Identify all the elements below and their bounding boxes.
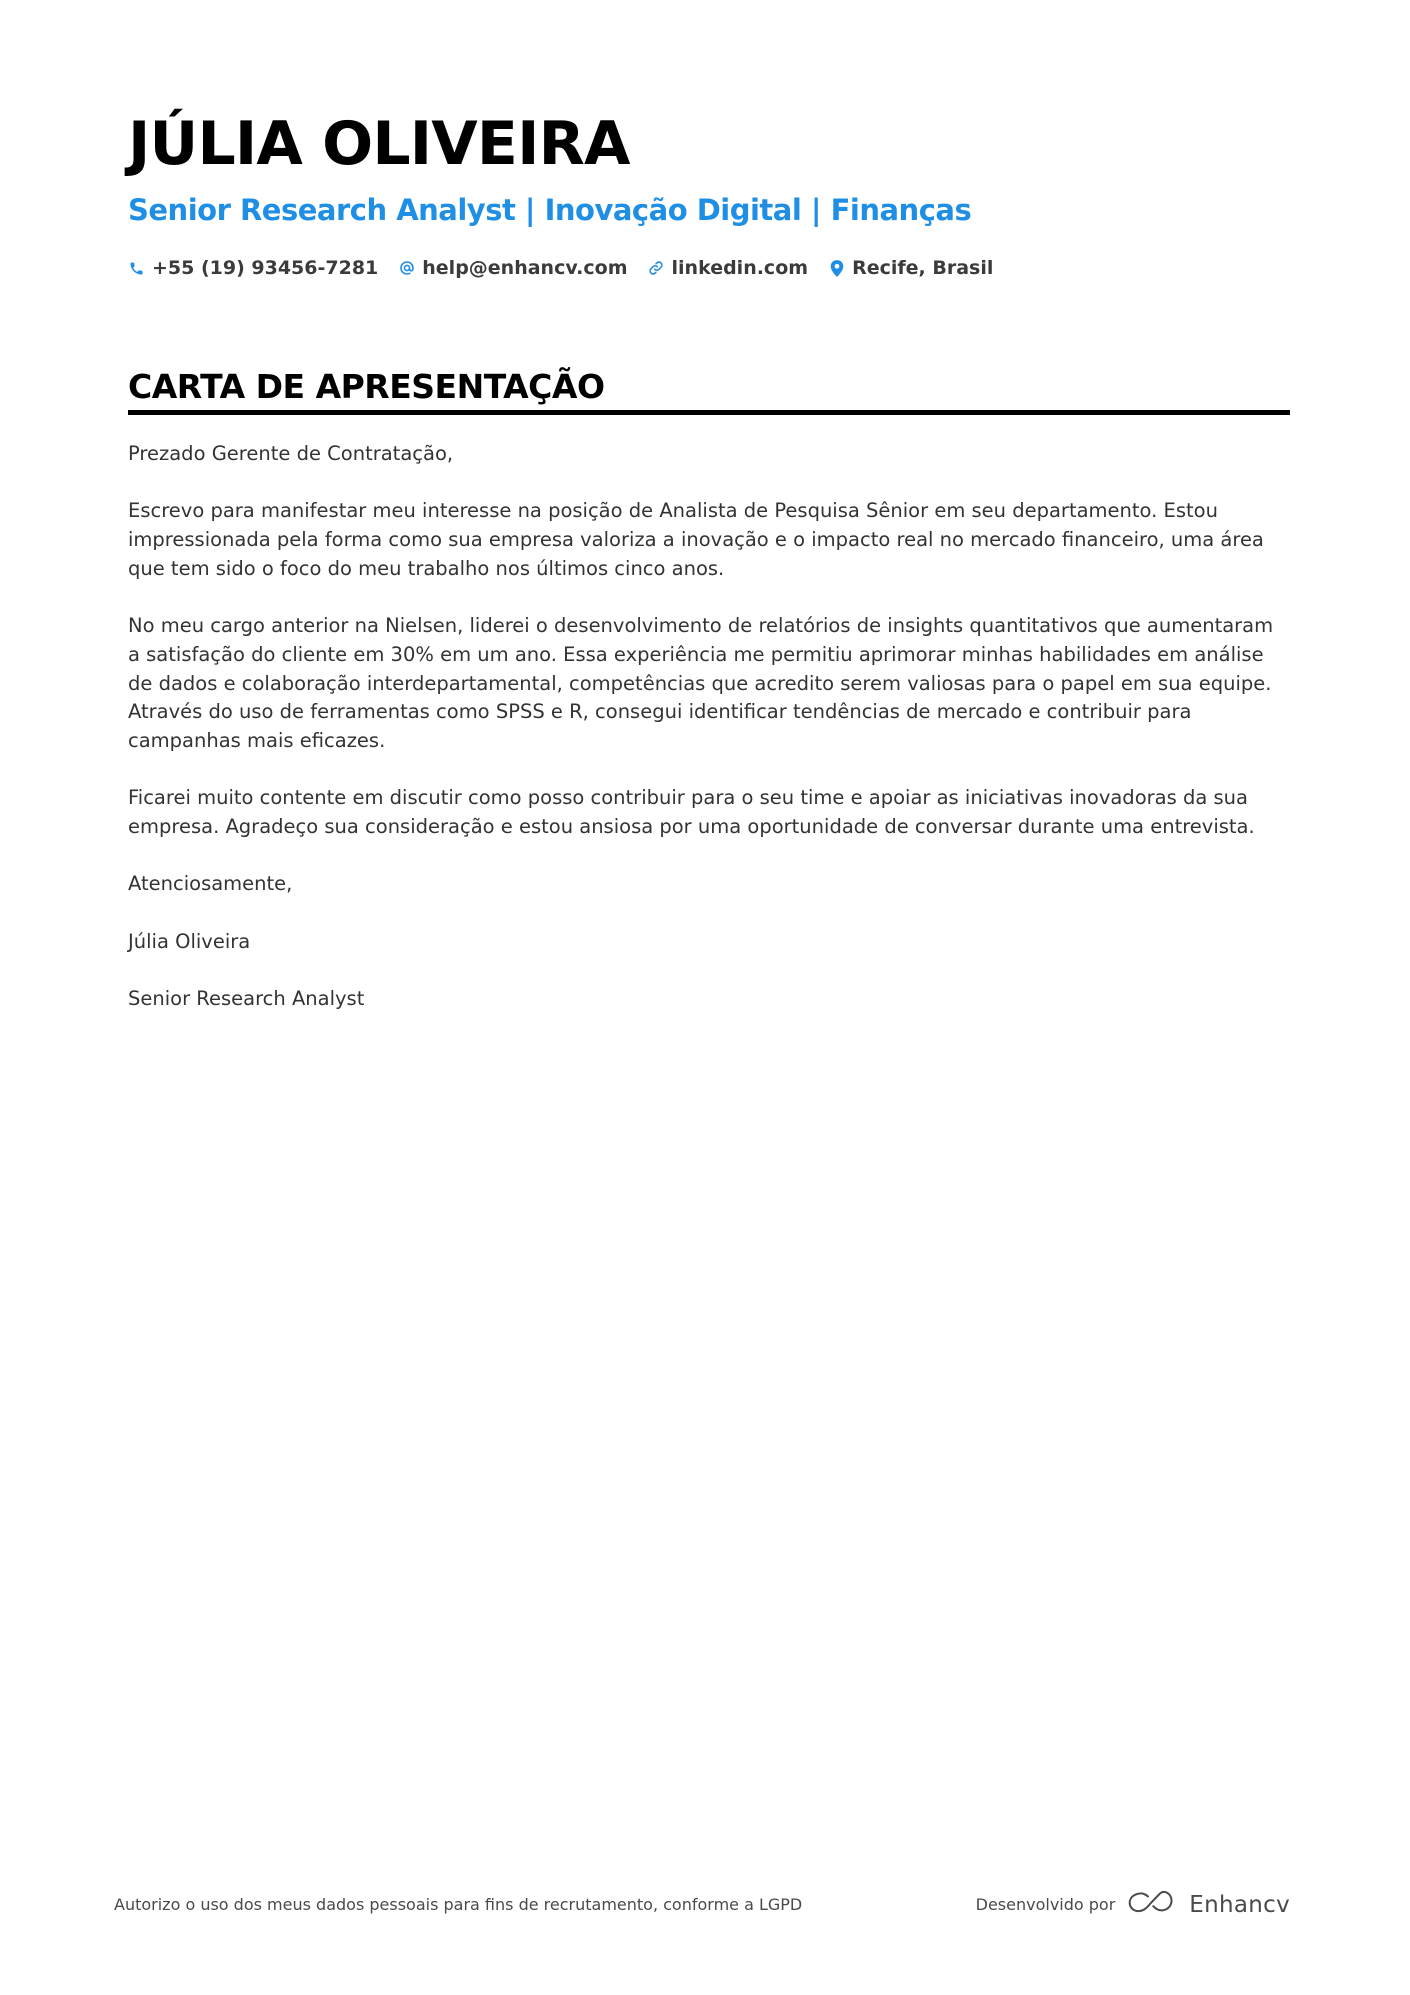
section-title: CARTA DE APRESENTAÇÃO	[128, 367, 605, 406]
enhancv-brand[interactable]	[1127, 1890, 1290, 1919]
candidate-headline: Senior Research Analyst | Inovação Digital | Finanças	[128, 193, 972, 227]
contact-location-text: Recife, Brasil	[852, 257, 994, 279]
contact-linkedin[interactable]	[648, 254, 809, 282]
phone-icon	[128, 260, 145, 277]
letter-closing: Atenciosamente,	[128, 872, 293, 896]
privacy-consent-note: Autorizo o uso dos meus dados pessoais para fins de recrutamento, conforme a LGPD	[114, 1895, 803, 1914]
enhancv-wordmark: Enhancv	[1189, 1891, 1290, 1918]
letter-salutation: Prezado Gerente de Contratação,	[128, 442, 454, 465]
enhancv-logo-icon	[1127, 1890, 1175, 1919]
location-icon	[828, 260, 845, 277]
contact-email[interactable]	[398, 254, 627, 282]
contact-phone-text: +55 (19) 93456-7281	[152, 257, 379, 279]
contact-phone	[128, 254, 378, 282]
letter-paragraph: Escrevo para manifestar meu interesse na posição de Analista de Pesquisa Sênior em seu departamento. Estou impressionada pela forma como sua empresa valoriza a inovação e o impacto real no mercado financeiro, uma área que tem sido o foco do meu trabalho nos últimos cinco anos.	[128, 499, 1264, 580]
powered-by-label: Desenvolvido por	[975, 1894, 1116, 1914]
signature-title: Senior Research Analyst	[128, 987, 365, 1011]
signature-name: Júlia Oliveira	[128, 929, 251, 953]
powered-by	[976, 1890, 1290, 1919]
contact-email-text[interactable]: help@enhancv.com	[422, 257, 628, 279]
link-icon	[648, 260, 665, 277]
letter-paragraph: No meu cargo anterior na Nielsen, liderei o desenvolvimento de relatórios de insights quantitativos que aumentaram a satisfação do cliente em 30% em um ano. Essa experiência me permitiu aprimorar minhas habilidades em análise de dados e colaboração interdepartamental, competências que acredito serem valiosas para o papel em sua equipe. Através do uso de ferramentas como SPSS e R, consegui identificar tendências de mercado e contribuir para campanhas mais eficazes.	[128, 614, 1274, 752]
contact-location	[828, 254, 993, 282]
contact-info	[128, 254, 993, 282]
letter-paragraph: Ficarei muito contente em discutir como posso contribuir para o seu time e apoiar as iniciativas inovadoras da sua empresa. Agradeço sua consideração e estou ansiosa por uma oportunidade de conversar durante uma entrevista.	[128, 786, 1255, 839]
letter-body	[128, 440, 1290, 1043]
contact-linkedin-text[interactable]: linkedin.com	[671, 257, 809, 279]
at-icon	[398, 260, 415, 277]
section-divider	[128, 410, 1290, 415]
candidate-name: JÚLIA OLIVEIRA	[128, 109, 630, 179]
